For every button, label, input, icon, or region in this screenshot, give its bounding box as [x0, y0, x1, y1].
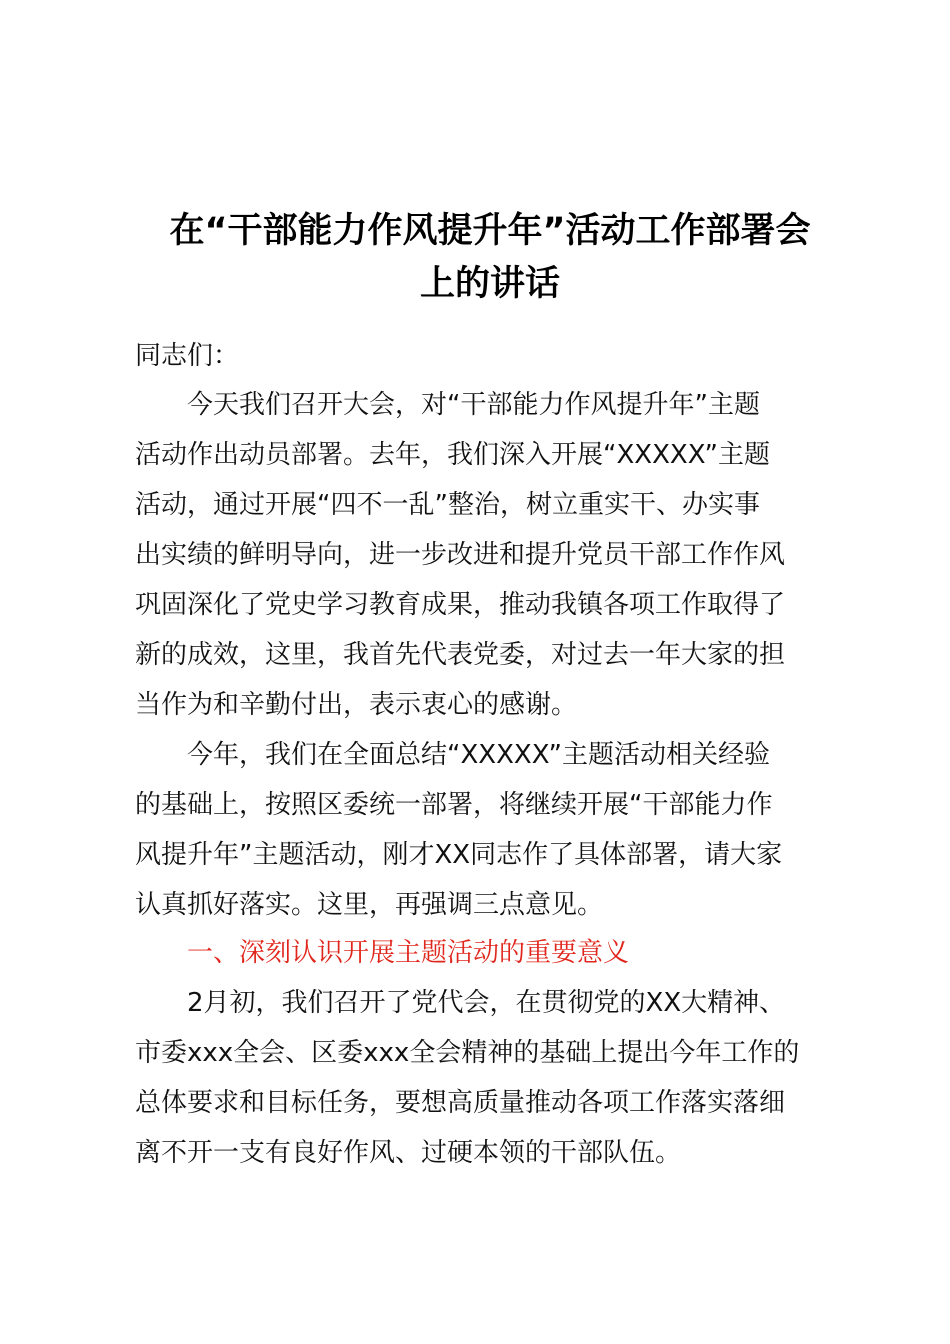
paragraph-1-line: 当作为和辛勤付出，表示衷心的感谢。	[135, 690, 578, 720]
paragraph-1-line: 出实绩的鲜明导向，进一步改进和提升党员干部工作作风	[135, 540, 786, 570]
paragraph-1-line: 巩固深化了党史学习教育成果，推动我镇各项工作取得了	[135, 590, 786, 620]
paragraph-1-line: 活动作出动员部署。去年，我们深入开展“XXXXX”主题	[135, 440, 770, 470]
paragraph-3-line: 市委xxx全会、区委xxx全会精神的基础上提出今年工作的	[135, 1038, 800, 1068]
paragraph-2-line: 风提升年”主题活动，刚才XX同志作了具体部署，请大家	[135, 840, 783, 870]
paragraph-2-line: 今年，我们在全面总结“XXXXX”主题活动相关经验	[187, 740, 770, 770]
document-title-line-2: 上的讲话	[419, 264, 560, 304]
paragraph-1-line: 活动，通过开展“四不一乱”整治，树立重实干、办实事	[135, 490, 760, 520]
document-title-line-1: 在“干部能力作风提升年”活动工作部署会	[169, 211, 811, 251]
paragraph-1-line: 今天我们召开大会，对“干部能力作风提升年”主题	[187, 390, 760, 420]
paragraph-3-line: 离不开一支有良好作风、过硬本领的干部队伍。	[135, 1138, 682, 1168]
paragraph-1-line: 新的成效，这里，我首先代表党委，对过去一年大家的担	[135, 640, 786, 670]
paragraph-3-line: 总体要求和目标任务，要想高质量推动各项工作落实落细	[135, 1088, 786, 1118]
salutation: 同志们：	[135, 341, 240, 371]
paragraph-2-line: 的基础上，按照区委统一部署，将继续开展“干部能力作	[135, 790, 773, 820]
paragraph-2-line: 认真抓好落实。这里，再强调三点意见。	[135, 890, 604, 920]
paragraph-3-line: 2月初，我们召开了党代会，在贯彻党的XX大精神、	[187, 988, 786, 1018]
section-heading-1: 一、深刻认识开展主题活动的重要意义	[187, 938, 630, 968]
